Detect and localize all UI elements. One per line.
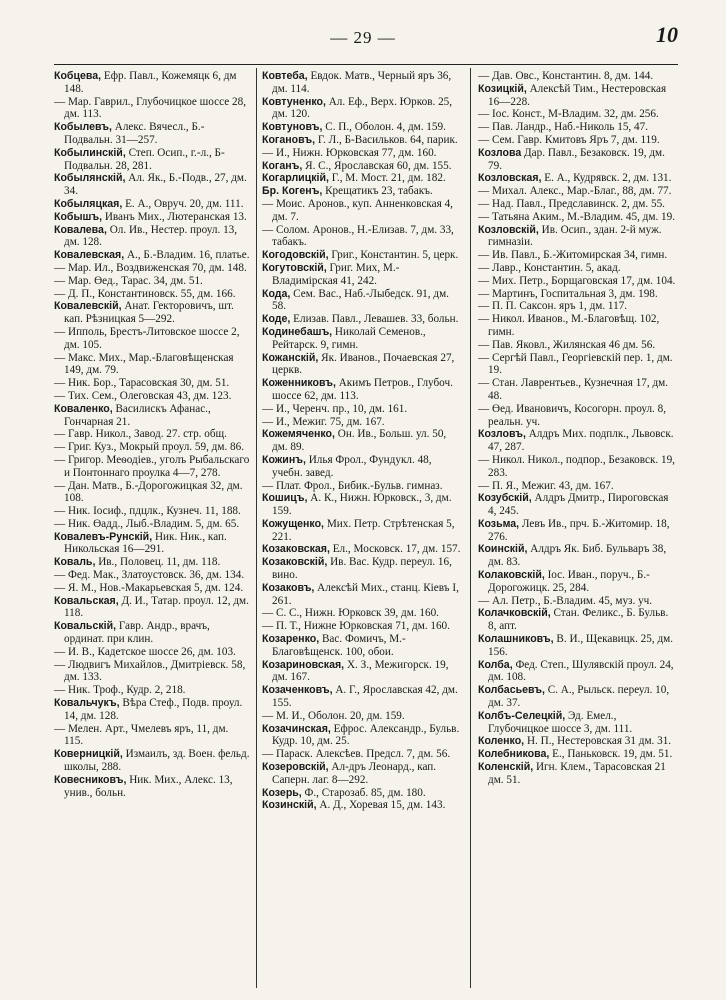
directory-entry bbox=[262, 288, 462, 314]
directory-entry bbox=[262, 582, 462, 608]
entry-surname: Кобылевъ, bbox=[54, 121, 112, 134]
directory-column-3 bbox=[478, 70, 678, 990]
directory-entry bbox=[262, 377, 462, 403]
entry-details: Н. П., Нестеровская 31 дм. 31. bbox=[524, 735, 672, 748]
directory-entry bbox=[54, 697, 250, 723]
entry-surname: Козицкій, bbox=[478, 82, 527, 95]
directory-entry bbox=[262, 684, 462, 710]
directory-entry bbox=[262, 185, 462, 198]
entry-details: Степ. Осип., г.-л., Б-Подвальн. 28, 281. bbox=[64, 146, 225, 172]
directory-entry bbox=[54, 352, 250, 378]
entry-details: Ив. Осип., здан. 2-й муж. гимназіи. bbox=[488, 223, 662, 249]
directory-entry bbox=[478, 735, 678, 748]
entry-details: — Пав. Яковл., Жилянская 46 дм. 56. bbox=[478, 338, 656, 351]
entry-surname: Козловскій, bbox=[478, 223, 539, 236]
directory-entry bbox=[478, 211, 678, 224]
directory-entry bbox=[478, 377, 678, 403]
entry-details: Он. Ив., Больш. ул. 50, дм. 89. bbox=[272, 428, 447, 454]
entry-details: — Солом. Аронов., Н.-Елизав. 7, дм. 33, табакъ. bbox=[262, 223, 454, 249]
entry-details: — С. С., Нижн. Юрковск 39, дм. 160. bbox=[262, 607, 439, 620]
directory-entry bbox=[262, 224, 462, 250]
directory-entry bbox=[262, 403, 462, 416]
entry-surname: Кобылинскій, bbox=[54, 146, 126, 159]
entry-surname: Ковальчукъ, bbox=[54, 697, 120, 710]
directory-entry bbox=[262, 710, 462, 723]
entry-details: Ефр. Павл., Кожемяцк 6, дм 148. bbox=[64, 70, 237, 95]
entry-details: — Людвигъ Михайлов., Дмитріевск. 58, дм. 133. bbox=[54, 658, 246, 684]
directory-entry bbox=[478, 198, 678, 211]
entry-details: Ол. Ив., Нестер. проул. 13, дм. 128. bbox=[64, 223, 238, 249]
directory-entry bbox=[262, 326, 462, 352]
entry-surname: Коваль, bbox=[54, 556, 96, 569]
handwritten-page-mark: 10 bbox=[656, 22, 678, 47]
entry-surname: Кожанскій, bbox=[262, 351, 319, 364]
entry-details: С. А., Рыльск. переул. 10, дм. 37. bbox=[488, 684, 670, 710]
entry-details: — Д. П., Константиновск. 55, дм. 166. bbox=[54, 287, 236, 300]
entry-surname: Кобцева, bbox=[54, 70, 102, 82]
entry-details: Николай Семенов., Рейтарск. 9, гимн. bbox=[272, 325, 426, 351]
entry-surname: Кобышъ, bbox=[54, 210, 103, 223]
entry-surname: Когарлицкій, bbox=[262, 172, 329, 185]
entry-surname: Кобыляцкая, bbox=[54, 197, 123, 210]
directory-entry bbox=[54, 595, 250, 621]
entry-surname: Коверницкій, bbox=[54, 748, 123, 761]
directory-entry bbox=[478, 224, 678, 250]
entry-details: С. П., Оболон. 4, дм. 159. bbox=[322, 121, 446, 134]
directory-entry bbox=[54, 275, 250, 288]
entry-details: Ив. Вас. Кудр. переул. 16, вино. bbox=[272, 556, 452, 582]
entry-details: Акимъ Петров., Глубоч. шоссе 62, дм. 113. bbox=[272, 377, 453, 402]
entry-surname: Кодинебашъ, bbox=[262, 325, 333, 338]
directory-entry bbox=[478, 83, 678, 109]
directory-entry bbox=[478, 352, 678, 378]
entry-details: — Мелен. Арт., Чмелевъ яръ, 11, дм. 115. bbox=[54, 722, 229, 748]
entry-surname: Бр. Когенъ, bbox=[262, 185, 323, 198]
directory-entry bbox=[478, 300, 678, 313]
directory-entry bbox=[262, 543, 462, 556]
directory-entry bbox=[54, 518, 250, 531]
entry-details: — Мар. Өед., Тарас. 34, дм. 51. bbox=[54, 274, 203, 287]
directory-entry bbox=[262, 352, 462, 378]
directory-entry bbox=[54, 403, 250, 429]
entry-surname: Коинскій, bbox=[478, 543, 528, 556]
entry-surname: Ковальская, bbox=[54, 594, 119, 607]
entry-details: Дар. Павл., Безаковск. 19, дм. 79. bbox=[488, 146, 665, 172]
directory-entry bbox=[262, 160, 462, 173]
entry-details: — И., Межиг. 75, дм. 167. bbox=[262, 415, 385, 428]
entry-surname: Козьма, bbox=[478, 517, 520, 530]
directory-entry bbox=[478, 607, 678, 633]
entry-details: — Гавр. Никол., Завод. 27. стр. общ. bbox=[54, 428, 227, 441]
entry-details: Ефрос. Александр., Бульв. Кудр. 10, дм. 25. bbox=[272, 722, 460, 748]
entry-surname: Ковалевская, bbox=[54, 249, 125, 262]
entry-details: Ал. Як., Б.-Подв., 27, дм. 34. bbox=[64, 172, 247, 198]
directory-entry bbox=[262, 454, 462, 480]
entry-surname: Кожинъ, bbox=[262, 453, 306, 466]
entry-details: Ник. Мих., Алекс. 13, унив., больн. bbox=[64, 773, 233, 799]
entry-surname: Ковалева, bbox=[54, 223, 107, 236]
entry-details: Алдръ Дмитр., Пироговская 4, 245. bbox=[488, 492, 669, 518]
entry-details: — Ипполь, Брестъ-Литовское шоссе 2, дм. 105. bbox=[54, 325, 240, 351]
directory-entry bbox=[54, 556, 250, 569]
entry-details: — Параск. Алексѣев. Предсл. 7, дм. 56. bbox=[262, 748, 451, 761]
directory-entry bbox=[54, 428, 250, 441]
directory-entry bbox=[262, 761, 462, 787]
entry-surname: Козаковскій, bbox=[262, 556, 328, 569]
entry-details: Алдръ Як. Биб. Бульваръ 38, дм. 83. bbox=[488, 543, 667, 569]
directory-entry bbox=[54, 454, 250, 480]
entry-surname: Ковальскій, bbox=[54, 620, 117, 633]
directory-entry bbox=[54, 659, 250, 685]
directory-entry bbox=[262, 147, 462, 160]
entry-details: Игн. Клем., Тарасовская 21 дм. 51. bbox=[488, 761, 666, 786]
directory-entry bbox=[478, 249, 678, 262]
entry-details: — Дав. Овс., Константин. 8, дм. 144. bbox=[478, 70, 654, 82]
directory-entry bbox=[262, 607, 462, 620]
entry-surname: Кода, bbox=[262, 287, 291, 300]
entry-details: Измаилъ, зд. Воен. фельд. школы, 288. bbox=[64, 748, 250, 774]
directory-entry bbox=[54, 147, 250, 173]
directory-entry bbox=[54, 390, 250, 403]
entry-details: — И., Нижн. Юрковская 77, дм. 160. bbox=[262, 146, 437, 159]
directory-entry bbox=[54, 531, 250, 557]
directory-entry bbox=[54, 224, 250, 250]
entry-surname: Колбъ-Селецкій, bbox=[478, 709, 566, 722]
entry-details: — Сергѣй Павл., Георгіевскій пер. 1, дм. 19. bbox=[478, 351, 673, 377]
entry-details: — Макс. Мих., Мар.-Благовѣщенская 149, дм. 79. bbox=[54, 351, 234, 377]
directory-entry bbox=[54, 723, 250, 749]
entry-surname: Ковтеба, bbox=[262, 70, 308, 82]
directory-entry bbox=[478, 492, 678, 518]
directory-entry bbox=[54, 774, 250, 800]
directory-entry bbox=[54, 70, 250, 96]
entry-details: Фед. Степ., Шулявскій проул. 24, дм. 108. bbox=[488, 658, 674, 684]
directory-entry bbox=[478, 313, 678, 339]
entry-details: Х. З., Межигорск. 19, дм. 167. bbox=[272, 658, 449, 684]
directory-entry bbox=[478, 288, 678, 301]
directory-entry bbox=[478, 172, 678, 185]
entry-surname: Когановъ, bbox=[262, 133, 316, 146]
entry-surname: Колба, bbox=[478, 658, 513, 671]
directory-entry bbox=[54, 748, 250, 774]
entry-details: Як. Иванов., Почаевская 27, церкв. bbox=[272, 351, 455, 377]
directory-entry bbox=[54, 441, 250, 454]
entry-details: — Іос. Конст., М-Владим. 32, дм. 256. bbox=[478, 108, 659, 121]
directory-entry bbox=[262, 262, 462, 288]
entry-details: — Григ. Куз., Мокрый проул. 59, дм. 86. bbox=[54, 441, 245, 454]
entry-details: Стан. Феликс., Б. Бульв. 8, апт. bbox=[488, 607, 669, 633]
entry-details: — Татьяна Аким., М.-Владим. 45, дм. 19. bbox=[478, 210, 676, 223]
entry-details: — Мар. Гаврил., Глубочицкое шоссе 28, дм. 113. bbox=[54, 95, 246, 121]
directory-entry bbox=[262, 70, 462, 96]
entry-details: Алекс. Вячесл., Б.-Подвальн. 31—257. bbox=[64, 121, 205, 146]
entry-surname: Когодовскій, bbox=[262, 249, 329, 262]
directory-entry bbox=[478, 761, 678, 787]
entry-details: Евдок. Матв., Черный яръ 36, дм. 114. bbox=[272, 70, 452, 95]
entry-details: — Мих. Петр., Борщаговская 17, дм. 104. bbox=[478, 274, 676, 287]
directory-entry bbox=[54, 620, 250, 646]
directory-column-1 bbox=[54, 70, 250, 990]
entry-surname: Коленскій, bbox=[478, 761, 534, 774]
page-number: — 29 — bbox=[330, 28, 396, 47]
directory-entry bbox=[54, 288, 250, 301]
entry-details: Е. А., Кудрявск. 2, дм. 131. bbox=[541, 172, 672, 185]
entry-details: — П. П. Саксон. яръ 1, дм. 117. bbox=[478, 300, 628, 313]
directory-entry bbox=[54, 211, 250, 224]
directory-entry bbox=[478, 480, 678, 493]
entry-details: А., Б.-Владим. 16, платье. bbox=[124, 249, 250, 262]
directory-entry bbox=[262, 723, 462, 749]
directory-entry bbox=[478, 185, 678, 198]
entry-details: Василискъ Афанас., Гончарная 21. bbox=[64, 402, 211, 428]
directory-entry bbox=[262, 480, 462, 493]
entry-surname: Коженниковъ, bbox=[262, 377, 336, 390]
directory-entry bbox=[262, 428, 462, 454]
entry-details: А. Г., Ярославская 42, дм. 155. bbox=[272, 684, 458, 710]
entry-details: — Фед. Мак., Златоустовск. 36, дм. 134. bbox=[54, 569, 245, 582]
directory-entry bbox=[262, 96, 462, 122]
directory-entry bbox=[262, 198, 462, 224]
entry-surname: Козаковская, bbox=[262, 543, 330, 556]
entry-surname: Козаковъ, bbox=[262, 581, 315, 594]
entry-details: Иванъ Мих., Лютеранская 13. bbox=[102, 210, 247, 223]
entry-details: Вас. Фомичъ, М.-Благовѣщенск. 100, обои. bbox=[272, 633, 406, 658]
entry-details: — Тих. Сем., Олеговская 43, дм. 123. bbox=[54, 389, 232, 402]
directory-entry bbox=[478, 710, 678, 736]
entry-surname: Коде, bbox=[262, 313, 291, 326]
entry-surname: Козлова bbox=[478, 146, 522, 159]
directory-entry bbox=[54, 480, 250, 506]
entry-details: Левъ Ив., прч. Б.-Житомир. 18, 276. bbox=[488, 517, 670, 543]
entry-surname: Козловъ, bbox=[478, 428, 526, 441]
entry-details: Г., М. Мост. 21, дм. 182. bbox=[328, 172, 446, 185]
directory-entry bbox=[54, 569, 250, 582]
entry-details: — Ив. Павл., Б.-Житомирская 34, гимн. bbox=[478, 249, 668, 262]
entry-details: Алексѣй Тим., Нестеровская 16—228. bbox=[488, 82, 667, 108]
entry-details: Д. И., Татар. проул. 12, дм. 118. bbox=[64, 594, 249, 620]
entry-details: — Я. М., Нов.-Макарьевская 5, дм. 124. bbox=[54, 581, 244, 594]
entry-details: — Дан. Матв., Б.-Дорогожицкая 32, дм. 108. bbox=[54, 479, 243, 505]
directory-entry bbox=[262, 172, 462, 185]
directory-entry bbox=[262, 748, 462, 761]
entry-details: — Над. Павл., Предславинск. 2, дм. 55. bbox=[478, 197, 665, 210]
entry-details: — Григор. Меѳодіев., уголъ Рыбальскаго и Понтоннаго проулка 4—7, 278. bbox=[54, 453, 250, 479]
entry-details: — Моис. Аронов., куп. Анненковская 4, дм. 7. bbox=[262, 197, 453, 223]
entry-details: Іос. Иван., поруч., Б.-Дорогожицк. 25, 284. bbox=[488, 569, 650, 594]
entry-surname: Колаковскій, bbox=[478, 569, 545, 582]
entry-surname: Кожущенко, bbox=[262, 517, 325, 530]
entry-details: Г. Л., Б-Васильков. 64, парик. bbox=[315, 133, 458, 146]
header-rule bbox=[54, 64, 678, 65]
directory-entry bbox=[478, 108, 678, 121]
entry-details: — Стан. Лаврентьев., Кузнечная 17, дм. 48. bbox=[478, 377, 669, 402]
directory-entry bbox=[262, 518, 462, 544]
entry-details: Григ. Мих, М.-Владимірская 41, 242. bbox=[272, 261, 400, 287]
entry-details: В. И., Щекавицк. 25, дм. 156. bbox=[488, 633, 674, 658]
directory-entry bbox=[54, 505, 250, 518]
directory-entry bbox=[262, 620, 462, 633]
entry-details: — И. В., Кадетское шоссе 26, дм. 103. bbox=[54, 645, 236, 658]
entry-surname: Коганъ, bbox=[262, 159, 303, 172]
entry-details: Эд. Емел., Глубочицкое шоссе 3, дм. 111. bbox=[488, 709, 633, 735]
entry-details: Крещатикъ 23, табакъ. bbox=[322, 185, 433, 198]
entry-details: Сем. Вас., Наб.-Лыбедск. 91, дм. 58. bbox=[272, 287, 449, 313]
entry-details: Алдръ Мих. подплк., Львовск. 47, 287. bbox=[488, 428, 674, 454]
column-divider-1 bbox=[256, 68, 257, 988]
directory-entry bbox=[54, 326, 250, 352]
directory-entry bbox=[54, 121, 250, 147]
entry-details: Я. С., Ярославская 60, дм. 155. bbox=[302, 159, 452, 172]
entry-details: — П. Т., Нижне Юрковская 71, дм. 160. bbox=[262, 620, 450, 633]
entry-details: Ал-дръ Леонард., кап. Саперн. лаг. 8—292. bbox=[272, 761, 437, 786]
entry-surname: Ковалевъ-Рунскій, bbox=[54, 530, 153, 543]
entry-details: Ел., Московск. 17, дм. 157. bbox=[329, 543, 461, 556]
entry-details: Ник. Ник., кап. Никольская 16—291. bbox=[64, 530, 227, 556]
directory-entry bbox=[478, 684, 678, 710]
entry-details: Ф., Старозаб. 85, дм. 180. bbox=[301, 786, 426, 799]
entry-details: Мих. Петр. Стрѣтенская 5, 221. bbox=[272, 517, 455, 543]
entry-details: Ал. Еф., Верх. Юрков. 25, дм. 120. bbox=[272, 95, 453, 121]
entry-details: — Пав. Ландр., Наб.-Николь 15, 47. bbox=[478, 121, 649, 134]
entry-details: — Ник. Іосиф., пдцлк., Кузнеч. 11, 188. bbox=[54, 505, 241, 518]
entry-details: Григ., Константин. 5, церк. bbox=[328, 249, 459, 262]
directory-entry bbox=[478, 659, 678, 685]
directory-entry bbox=[262, 659, 462, 685]
directory-entry bbox=[262, 416, 462, 429]
entry-surname: Козловская, bbox=[478, 172, 542, 185]
entry-surname: Козаренко, bbox=[262, 633, 320, 646]
entry-details: Илья Фрол., Фундукл. 48, учебн. завед. bbox=[272, 453, 432, 479]
entry-surname: Колашниковъ, bbox=[478, 633, 554, 646]
directory-entry bbox=[478, 595, 678, 608]
entry-details: Вѣра Стеф., Подв. проул. 14, дм. 128. bbox=[64, 697, 243, 722]
directory-entry bbox=[262, 313, 462, 326]
entry-surname: Кобылянскій, bbox=[54, 172, 126, 185]
entry-surname: Колебникова, bbox=[478, 748, 550, 761]
directory-entry bbox=[262, 249, 462, 262]
entry-details: Елизав. Павл., Левашев. 33, больн. bbox=[290, 313, 459, 326]
entry-surname: Ковесниковъ, bbox=[54, 773, 127, 786]
entry-details: — Ник. Бор., Тарасовская 30, дм. 51. bbox=[54, 377, 230, 390]
directory-entry bbox=[54, 172, 250, 198]
directory-entry bbox=[262, 633, 462, 659]
directory-entry bbox=[478, 121, 678, 134]
directory-entry bbox=[478, 569, 678, 595]
entry-surname: Ковалевскій, bbox=[54, 300, 122, 313]
entry-details: Е., Паньковск. 19, дм. 51. bbox=[549, 748, 673, 761]
directory-entry bbox=[478, 134, 678, 147]
entry-surname: Козаченковъ, bbox=[262, 684, 333, 697]
entry-details: — Ник. Троф., Кудр. 2, 218. bbox=[54, 684, 186, 697]
entry-details: — Никол. Никол., подпор., Безаковск. 19, 283. bbox=[478, 453, 675, 479]
entry-details: — Ник. Өадд., Лыб.-Владим. 5, дм. 65. bbox=[54, 517, 240, 530]
entry-surname: Коваленко, bbox=[54, 402, 113, 415]
entry-details: — Мар. Ил., Воздвиженская 70, дм. 148. bbox=[54, 261, 247, 274]
entry-details: — Плат. Фрол., Бибик.-Бульв. гимназ. bbox=[262, 479, 443, 492]
entry-surname: Ковтуненко, bbox=[262, 95, 326, 108]
directory-entry bbox=[54, 684, 250, 697]
directory-entry bbox=[478, 543, 678, 569]
directory-entry bbox=[478, 518, 678, 544]
entry-details: А. Д., Хоревая 15, дм. 143. bbox=[316, 799, 446, 812]
directory-entry bbox=[262, 492, 462, 518]
directory-entry bbox=[478, 70, 678, 83]
entry-details: Анат. Гекторовичъ, шт. кап. Рѣзницкая 5—292. bbox=[64, 300, 234, 326]
directory-entry bbox=[478, 147, 678, 173]
directory-entry bbox=[478, 454, 678, 480]
entry-details: — Никол. Иванов., М.-Благовѣщ. 102, гимн. bbox=[478, 313, 660, 338]
entry-surname: Ковтуновъ, bbox=[262, 121, 323, 134]
entry-surname: Коленко, bbox=[478, 735, 525, 748]
entry-details: Ив., Половец. 11, дм. 118. bbox=[95, 556, 221, 569]
entry-details: — М. И., Оболон. 20, дм. 159. bbox=[262, 709, 405, 722]
entry-surname: Когутовскій, bbox=[262, 261, 327, 274]
entry-surname: Козерь, bbox=[262, 786, 302, 799]
directory-entry bbox=[478, 748, 678, 761]
entry-surname: Кожемяченко, bbox=[262, 428, 335, 441]
directory-column-2 bbox=[262, 70, 462, 990]
entry-surname: Козинскій, bbox=[262, 799, 317, 812]
directory-entry bbox=[478, 339, 678, 352]
directory-entry bbox=[54, 582, 250, 595]
directory-entry bbox=[262, 556, 462, 582]
entry-surname: Козариновская, bbox=[262, 658, 345, 671]
directory-entry bbox=[478, 633, 678, 659]
entry-details: — Лавр., Константин. 5, акад. bbox=[478, 261, 621, 274]
directory-entry bbox=[262, 787, 462, 800]
directory-entry bbox=[54, 377, 250, 390]
directory-entry bbox=[262, 121, 462, 134]
directory-entry bbox=[478, 262, 678, 275]
entry-surname: Козачинская, bbox=[262, 722, 331, 735]
directory-entry bbox=[262, 134, 462, 147]
entry-details: — И., Черенч. пр., 10, дм. 161. bbox=[262, 402, 408, 415]
entry-surname: Кошицъ, bbox=[262, 492, 308, 505]
directory-entry bbox=[54, 646, 250, 659]
entry-surname: Козеровскій, bbox=[262, 761, 329, 774]
entry-details: — Ал. Петр., Б.-Владим. 45, муз. уч. bbox=[478, 594, 653, 607]
directory-entry bbox=[478, 403, 678, 429]
entry-details: — Өед. Ивановичъ, Косогорн. проул. 8, реальн. уч. bbox=[478, 402, 667, 428]
directory-entry bbox=[478, 275, 678, 288]
directory-entry bbox=[54, 198, 250, 211]
entry-details: — Мартинъ, Госпитальная 3, дм. 198. bbox=[478, 287, 658, 300]
directory-entry bbox=[262, 799, 462, 812]
entry-details: Алексѣй Мих., станц. Кіевъ I, 261. bbox=[272, 581, 459, 607]
entry-details: — Михал. Алекс., Мар.-Благ., 88, дм. 77. bbox=[478, 185, 672, 198]
entry-details: — Сем. Гавр. Кмитовъ Яръ 7, дм. 119. bbox=[478, 133, 660, 146]
directory-entry bbox=[54, 262, 250, 275]
directory-entry bbox=[54, 96, 250, 122]
directory-entry bbox=[54, 249, 250, 262]
entry-details: — П. Я., Межиг. 43, дм. 167. bbox=[478, 479, 614, 492]
directory-entry bbox=[54, 300, 250, 326]
directory-entry bbox=[478, 428, 678, 454]
entry-surname: Колачковскій, bbox=[478, 607, 551, 620]
page-header bbox=[0, 22, 726, 58]
column-divider-2 bbox=[470, 68, 471, 988]
entry-surname: Козубскій, bbox=[478, 492, 532, 505]
entry-surname: Колбасьевъ, bbox=[478, 684, 545, 697]
entry-details: А. К., Нижн. Юрковск., 3, дм. 159. bbox=[272, 492, 452, 518]
entry-details: Гавр. Андр., врачъ, ординат. при клин. bbox=[64, 620, 210, 646]
entry-details: Е. А., Овруч. 20, дм. 111. bbox=[122, 197, 244, 210]
